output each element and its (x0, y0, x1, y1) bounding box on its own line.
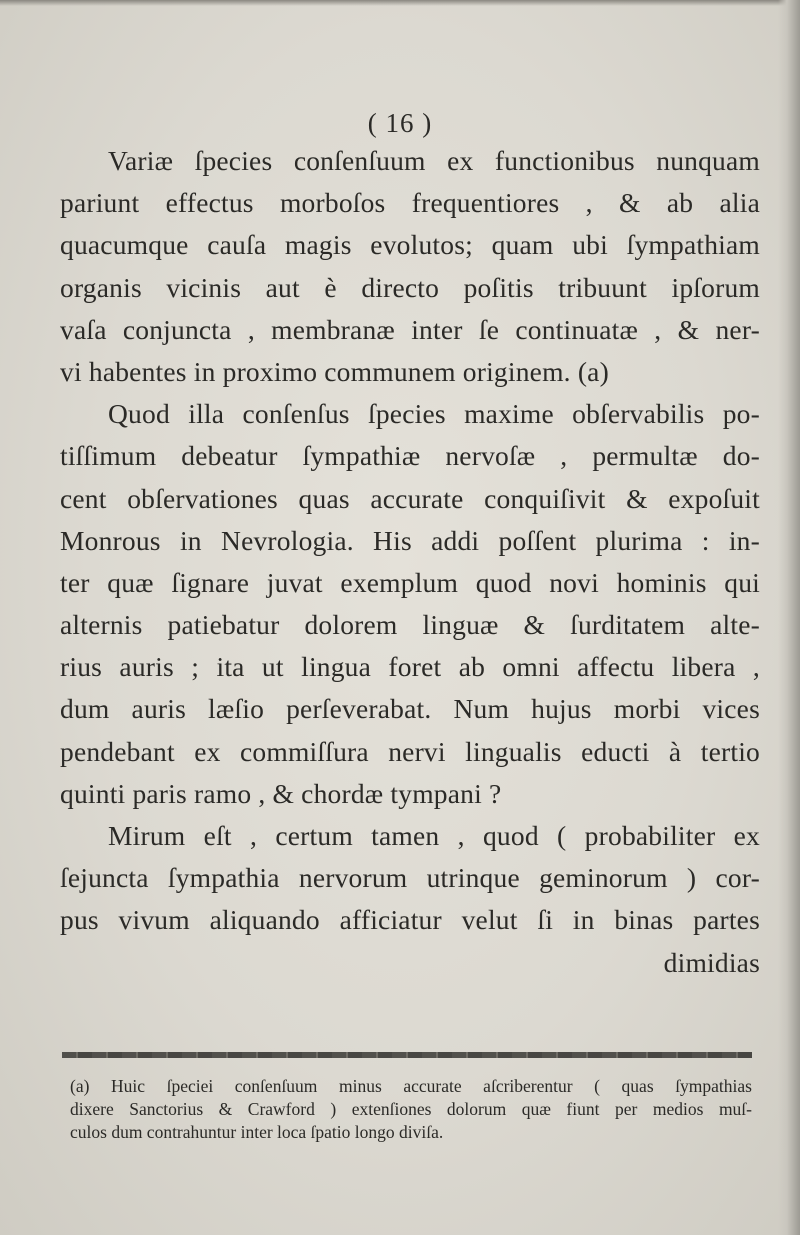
footnote-rule (62, 1052, 752, 1058)
text-line: Quod illa conſenſus ſpecies maxime obſervabilis po- (108, 398, 760, 430)
text-line: ſejuncta ſympathia nervorum utrinque geminorum ) cor- (60, 862, 760, 894)
footnote (70, 1075, 752, 1144)
page-top-shadow (0, 0, 800, 6)
text-line: alternis patiebatur dolorem linguæ & ſurditatem alte- (60, 609, 760, 641)
text-line: pariunt effectus morboſos frequentiores , & ab alia (60, 187, 760, 219)
text-line: cent obſervationes quas accurate conquiſivit & expoſuit (60, 482, 760, 514)
text-line: dum auris læſio perſeverabat. Num hujus morbi vices (60, 693, 760, 725)
footnote-line: dixere Sanctorius & Crawford ) extenſiones dolorum quæ fiunt per medios muſ- (70, 1099, 752, 1119)
text-line: Mirum eſt , certum tamen , quod ( probabiliter ex (108, 820, 760, 851)
footnote-line: (a) Huic ſpeciei conſenſuum minus accurate aſcriberentur ( quas ſympathias (70, 1076, 752, 1096)
text-line: Monrous in Nevrologia. His addi poſſent plurima : in- (60, 524, 760, 556)
body-text (60, 140, 760, 984)
page-binding-shadow (778, 0, 800, 1235)
text-line: tiſſimum debeatur ſympathiæ nervoſæ , permultæ do- (60, 440, 760, 472)
text-line: organis vicinis aut è directo poſitis tribuunt ipſorum (60, 271, 760, 303)
text-line: pus vivum aliquando afficiatur velut ſi in binas partes (60, 904, 760, 936)
text-line: quinti paris ramo , & chordæ tympani ? (60, 777, 502, 809)
text-line: rius auris ; ita ut lingua foret ab omni affectu libera , (60, 651, 760, 683)
text-line: pendebant ex commiſſura nervi lingualis educti à tertio (60, 735, 760, 767)
footnote-line: culos dum contrahuntur inter loca ſpatio longo diviſa. (70, 1122, 444, 1142)
text-line: vaſa conjuncta , membranæ inter ſe continuatæ , & ner- (60, 313, 760, 345)
text-line: ter quæ ſignare juvat exemplum quod novi hominis qui (60, 566, 760, 598)
text-line: vi habentes in proximo communem originem. (a) (60, 355, 609, 387)
page-number: ( 16 ) (367, 108, 433, 138)
catchword: dimidias (663, 946, 760, 978)
text-line: quacumque cauſa magis evolutos; quam ubi ſympathiam (60, 229, 760, 261)
text-line: Variæ ſpecies conſenſuum ex functionibus nunquam (108, 145, 760, 176)
